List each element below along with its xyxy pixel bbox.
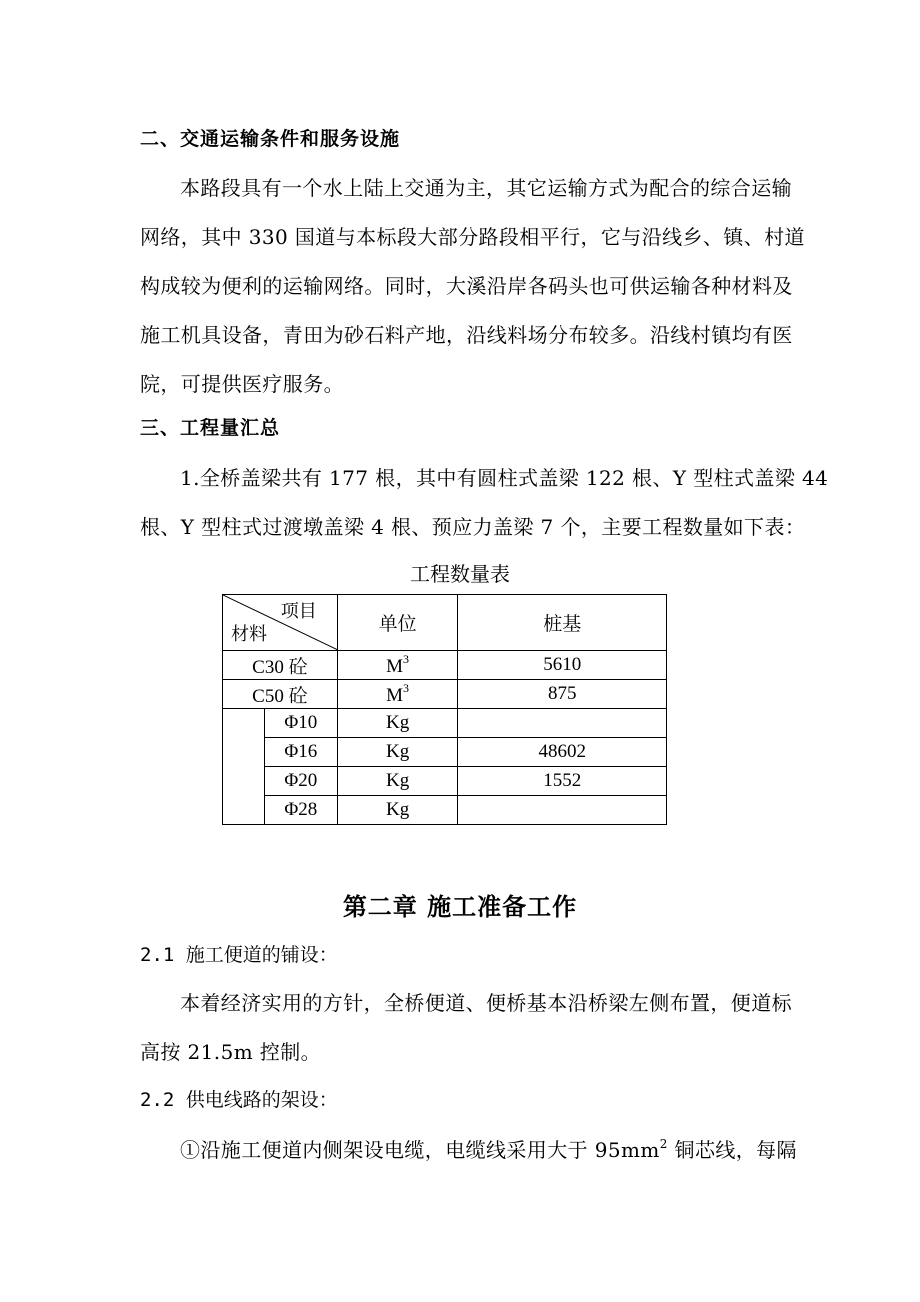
material-cell: C30 砼 [223, 651, 338, 680]
table-row [223, 709, 667, 738]
table-row [223, 738, 667, 767]
paragraph-line: 高按 21.5m 控制。 [140, 1040, 322, 1064]
paragraph-line: 施工机具设备，青田为砂石料产地，沿线料场分布较多。沿线村镇均有医 [140, 323, 793, 347]
chapter-title: 第二章 施工准备工作 [342, 893, 578, 921]
material-cell: Φ16 [264, 738, 337, 767]
section-heading-transport: 二、交通运输条件和服务设施 [140, 128, 401, 150]
paragraph-line: 本着经济实用的方针，全桥便道、便桥基本沿桥梁左侧布置，便道标 [180, 991, 792, 1015]
table-row [223, 680, 667, 709]
subsection-heading: 2.1 施工便道的铺设： [140, 944, 338, 966]
material-cell: C50 砼 [223, 680, 338, 709]
material-cell: Φ10 [264, 709, 337, 738]
section-heading-quantities: 三、工程量汇总 [140, 417, 281, 439]
paragraph-line: 根、Y 型柱式过渡墩盖梁 4 根、预应力盖梁 7 个，主要工程数量如下表： [140, 515, 806, 539]
material-cell: Φ28 [264, 796, 337, 825]
table-row [223, 651, 667, 680]
paragraph-line: 本路段具有一个水上陆上交通为主，其它运输方式为配合的综合运输 [180, 176, 792, 200]
value-cell [458, 796, 667, 825]
header-material-label: 材料 [231, 624, 267, 644]
unit-cell: Kg [337, 738, 458, 767]
table-header-row [223, 595, 667, 651]
diagonal-header-cell [223, 595, 338, 651]
quantity-table [222, 594, 667, 825]
material-cell: Φ20 [264, 767, 337, 796]
value-cell [458, 709, 667, 738]
unit-cell: Kg [337, 709, 458, 738]
value-cell: 1552 [458, 767, 667, 796]
table-row [223, 767, 667, 796]
unit-cell: Kg [337, 767, 458, 796]
paragraph-line: 1.全桥盖梁共有 177 根，其中有圆柱式盖梁 122 根、Y 型柱式盖梁 44 [180, 466, 829, 490]
table-row [223, 796, 667, 825]
steel-group-cell [223, 709, 265, 825]
unit-cell: $M^3$ [337, 680, 458, 709]
subsection-heading: 2.2 供电线路的架设： [140, 1089, 338, 1111]
paragraph-line: ①沿施工便道内侧架设电缆，电缆线采用大于 $95mm^2$ 铜芯线，每隔 [180, 1137, 797, 1162]
header-unit: 单位 [337, 595, 458, 651]
header-item-label: 项目 [280, 601, 317, 621]
unit-cell: $M^3$ [337, 651, 458, 680]
paragraph-line: 网络，其中 330 国道与本标段大部分路段相平行，它与沿线乡、镇、村道 [140, 225, 805, 249]
value-cell: 875 [458, 680, 667, 709]
table-caption: 工程数量表 [410, 562, 510, 586]
paragraph-line: 院，可提供医疗服务。 [140, 372, 344, 396]
value-cell: 5610 [458, 651, 667, 680]
value-cell: 48602 [458, 738, 667, 767]
header-pile: 桩基 [458, 595, 667, 651]
paragraph-line: 构成较为便利的运输网络。同时，大溪沿岸各码头也可供运输各种材料及 [140, 274, 793, 298]
unit-cell: Kg [337, 796, 458, 825]
